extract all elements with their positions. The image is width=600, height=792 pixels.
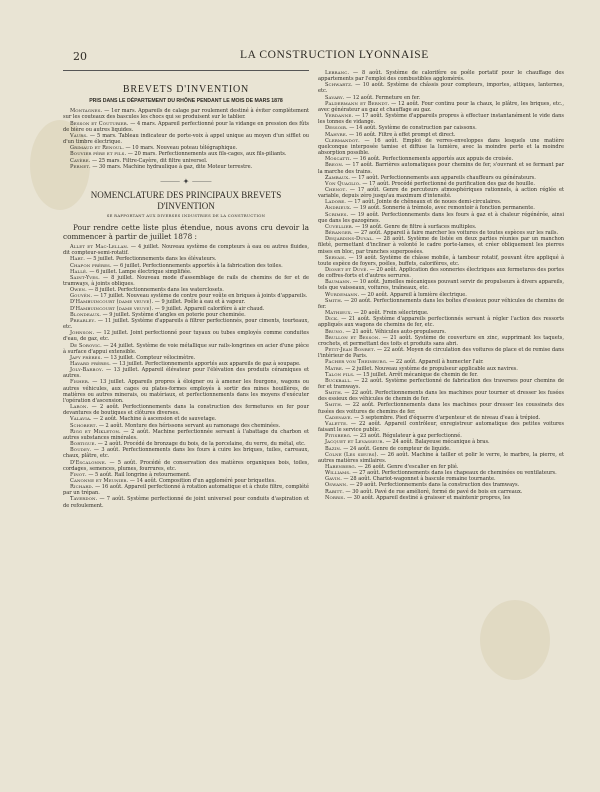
patent-description: — 17 août. Système d'appareils propres à effectuer instantanément le vide dans les tonnes de vidange. [318,113,564,126]
patent-entry [318,70,564,82]
patent-entry [318,187,564,199]
inventor-name: Béranger. [325,230,353,237]
patent-description: — 10 août. Système de châssis pour compteurs, importes, attiques, lanternes, etc. [318,82,564,95]
patent-description: — 8 août. Système de calorifère ou poêle portatif pour le chauffage des appartements par l'emploi des combustibles agglomérés. [318,70,564,83]
patent-description: — 4 mars. Appareil perfectionné pour la vidange en pression des fûts de bière ou autres liquides. [63,120,310,133]
patent-description: — 2 août. Machine à ascension et de sauvetage. [91,416,217,423]
patent-description: — 22 août. Appareil à humecter l'air. [387,359,484,366]
patent-description: — 17 août. Barrières automatiques pour chemins de fer, s'ouvrant et se fermant par la marche des trains. [318,162,564,175]
inventor-name: Joly-Barboy. [70,367,104,374]
inventor-name: Dionet et Duvé. [325,267,369,273]
inventor-name: Allet et Mac-Lellan. [70,244,129,251]
patent-description: — 23 août. Régulateur à gaz perfectionné. [351,433,462,440]
patent-description: — 8 juillet. Nouveau mode d'assemblage de rails de chemins de fer et de tramways, à joints obliques. [63,274,309,287]
patent-entry [318,378,564,390]
patent-description: — 2 août. Monture des hérissons servant au ramonage des cheminées. [97,422,281,429]
patent-entry [318,279,564,291]
patent-description: — 9 juillet. Poêle à eau et à vapeur. [153,299,246,306]
patent-description: — 19 août. Sonnerie à trémolo, avec remontoir à fonction permanente. [351,205,535,212]
patent-description: — 19 août. Perfectionnements dans les fours à gaz et à chaleur régénérée, ainsi que dans les gazogènes. [318,211,564,224]
brevets-list [63,108,309,170]
patent-description: — 16 août. Perfectionnements apportés aux appuis de croisée. [351,156,514,163]
patent-entry [63,367,309,379]
inventor-name: Montagnes. [70,108,103,115]
inventor-name: Chenot. [325,186,348,193]
patent-description: — 14 août. Système de construction par caissons. [347,125,477,132]
patent-description: — 22 août. Moyen de circulation des voitures de place et de remise dans l'intérieur de Paris. [318,347,564,360]
inventor-name: Valavia. [70,416,92,423]
inventor-name: Gavin. [325,476,342,483]
inventor-name: Williams. [325,470,351,477]
patent-entry [63,404,309,416]
patent-description: — 22 août. Système perfectionné de fabrication des traverses pour chemins de fer et tramways. [318,377,564,390]
patent-description: — 22 août. Perfectionnements dans les machines pour tourner et dresser les fusées des essieux des véhicules de chemin de fer. [318,390,564,403]
patent-entry [318,101,564,113]
patent-entry [318,335,564,347]
nomenclature-heading: NOMENCLATURE DES PRINCIPAUX BREVETS D'INVENTION [90,189,282,211]
patent-description: — 22 août. Perfectionnements dans les machines pour dresser les coussinets des fusées des voitures de chemins de fer. [318,402,564,415]
patent-description: — 19 août. Système de châsse mobile, à tambour rotatif, pouvant être appliqué à toute espèce de foyers, poêles, buffets, calorifères, etc. [318,254,564,267]
patent-description: — 12 août. Fermeture en fer. [344,94,421,101]
inventor-name: Havard frères. [70,361,111,367]
running-head: LA CONSTRUCTION LYONNAISE [240,49,429,61]
patent-description: — 17 juillet. Nouveau système de contre pour voûte en briques à joints d'appareils. [92,293,308,300]
patent-entry [318,255,564,267]
inventor-name: Buckball. [325,377,352,384]
inventor-name: Laron. [70,404,89,411]
inventor-name: Schobert. [70,422,98,429]
patent-description: — 30 mars. Machine hydraulique à gaz, dite Moteur terrestre. [90,163,253,170]
inventor-name: Smith. [325,297,343,304]
page-number: 20 [73,50,87,63]
patent-entry [318,390,564,402]
inventor-name: Dessoir. [325,125,348,132]
inventor-name: Bouvier père et fils. [70,151,127,158]
patent-description: — 20 août. Application des sonneries électriques aux fermetures des portes de coffres-forts et d'autres serrures. [318,267,564,280]
inventor-name: Smith. [325,402,343,409]
patent-entry [63,244,309,256]
patent-description: — 13 juillet. Perfectionnements apportés aux appareils de gaz à soupape. [110,361,301,367]
patent-description: — 3 août. Perfectionnements dans les fours à cuire les briques, tuiles, carreaux, chaux, plâtre, etc. [63,447,309,460]
inventor-name: D'Hambuincourt (dame veuve). [70,299,154,306]
inventor-name: Pitisberg. [325,433,352,440]
patent-entry [63,121,309,133]
patent-entry [63,460,309,472]
patent-description: — 30 août. Pavé de rue amélioré, formé de pavé de bois en carreaux. [343,488,523,495]
inventor-name: Schwartz. [325,82,353,89]
inventor-name: Blondeaux. [70,311,101,318]
inventor-name: Valette. [325,420,348,427]
patent-entry [63,447,309,459]
patent-description: — 13 juillet. Compteur vélocimètre. [102,354,196,361]
inventor-name: Lebranc. [325,70,350,76]
inventor-name: Bazin. [325,445,342,452]
patent-description: — 5 août. Rail longrine à retournement. [86,471,191,478]
patent-description: — 5 août. Procédé de conservation des matières organiques bois, toiles, cordages, semences, plumes, fourrures, etc. [63,459,309,472]
patent-description: — 8 juillet. Perfectionnements dans les waterclosets. [86,287,224,294]
patent-description: — 21 août. Système de couverture en zinc, supprimant les taquets, crochets, et permettant des toits et produits sans abri. [318,334,564,347]
right-column [318,70,564,501]
inventor-name: Johnson. [70,330,95,337]
patent-description: — 10 mars. Nouveau poteau télégraphique. [123,145,238,152]
inventor-name: Breon. [325,162,344,169]
patent-entry [318,82,564,94]
patent-description: — 24 juillet. Système de voie métallique sur rails-longrines en acier d'une pièce à surface d'appui extensible. [63,342,309,355]
patent-entry [63,108,309,120]
patent-entry [318,316,564,328]
patent-description: — 12 août. Four continu pour la chaux, le plâtre, les briques, etc., avec générateur au gaz et chauffage au gaz. [318,100,564,113]
patent-entry [63,164,309,170]
patent-description: — 16 août. Emploi de verres-enveloppes dans lesquels une matière quelconque interposée tamise et diffuse la lumière, avec la moindre perte et la moindre absorption possible. [318,137,564,157]
inventor-name: Pacher von Theinburg. [325,359,388,366]
patent-description: — 5 mars. Tableau indicateur de porte-voix à appel unique au moyen d'un sifflet ou d'un timbre électrique. [63,132,309,146]
patent-entry [318,421,564,433]
patent-description: — 9 juillet. Système d'angles en poterie pour cheminée. [100,311,246,318]
inventor-name: Savary. [325,94,345,101]
inventor-name: Vaurs. [70,132,88,139]
inventor-name: Finot. [70,471,87,478]
patent-description: — 5 juillet. Perfectionnements dans les élévateurs. [85,256,217,263]
patent-description: — 15 juillet. Arrêt mécanique de chemin de fer. [354,371,478,378]
brevets-subheading: PRIS DANS LE DÉPARTEMENT DU RHÔNE PENDANT LE MOIS DE MARS 1878 [89,98,283,105]
inventor-name: Rigg et Mikleton. [70,428,121,435]
patent-description: — 24 août. Genre de compteur de liquide. [341,445,451,452]
patent-entry [318,138,564,156]
inventor-name: Taverdon. [70,496,98,503]
inventor-name: Richard. [70,484,94,491]
patent-description: — 21 août. Véhicules auto-propulseurs. [344,328,447,335]
inventor-name: Colne (Les sieurs). [325,451,379,458]
patent-entry [318,267,564,279]
patent-description: — 12 juillet. Joint perfectionné pour tuyaux ou tubes employés comme conduites d'eau, de gaz, etc. [63,330,309,343]
inventor-name: Clermandot. [325,137,360,144]
patent-description: — 28 août. Chariot-wagonnet à bascule romaine tournante. [341,476,496,483]
inventor-name: Besson et Couturier. [70,120,129,127]
patent-entry [63,133,309,145]
patent-description: — 2 août. Machine perfectionnée servant à l'abattage du charbon et autres substances minérales. [63,428,309,441]
patent-entry [63,429,309,441]
inventor-name: Cuvellier. [325,223,354,230]
patent-description: — 26 août. Machine à tailler et polir le verre, le marbre, la pierre, et autres matières similaires. [318,451,564,464]
inventor-name: Jacquet et Levasseur. [325,439,385,446]
inventor-name: Moscatti. [325,156,352,163]
patent-entry [63,343,309,355]
inventor-name: Rabitt. [325,488,344,495]
patent-entry [318,212,564,224]
patent-description: — 21 août. Système d'appareils perfectionnés servant à régler l'action des ressorts appliqués aux wagons de chemins de fer, etc. [318,316,564,329]
patent-description: — 25 mars. Filtre-Cayère, dit filtre universel. [90,157,208,164]
nomenclature-subheading: SE RAPPORTANT AUX DIVERSES INDUSTRIES DE LA CONSTRUCTION [106,212,266,218]
inventor-name: Ladore. [325,199,346,206]
nomenclature-list-continued [318,70,564,501]
inventor-name: Pernet. [70,163,91,170]
inventor-name: Jafy frères. [70,354,103,361]
inventor-name: Desjardins-Duval. [325,236,374,243]
inventor-name: De Sorovic. [70,342,102,349]
patent-entry [63,496,309,508]
patent-description: — 17 août. Perfectionnements aux appareils chauffeurs ou générateurs. [349,174,536,181]
patent-description: — 27 août. Perfectionnements dans les chapeaux de cheminées ou ventilateurs. [350,470,557,477]
patent-description: — 4 juillet. Nouveau système de compteurs à eau ou autres fluides, dit compteur-semi-rotatif. [63,244,309,257]
patent-description: — 9 juillet. Appareil calorifère à air chaud. [153,305,265,312]
patent-description: — 27 août. Appareil à faire marcher les voitures de toutes espèces sur les rails. [352,230,559,237]
patent-entry [63,484,309,496]
inventor-name: Von Quaglio. [325,180,361,187]
nomenclature-list [63,244,309,509]
patent-description: — 6 juillet. Lampe électrique simplifiée. [87,268,192,275]
patent-entry [63,330,309,342]
patent-description: — 17 août. Procédé perfectionné de purification des gaz de houille. [360,180,535,187]
patent-description: — 20 août. Appareil à lumière électrique. [359,291,467,298]
patent-description: — 11 juillet. Système d'appareils à filtrer perfectionnés, pour ciments, tourteaux, etc. [63,317,309,331]
inventor-name: Petit-Jean Bonret. [325,347,376,354]
inventor-name: Cayère. [70,157,91,164]
patent-description: — 14 août. Composition d'un aggloméré pour briquettes. [128,477,276,484]
patent-description: — 2 août. Procédé de bronzage du bois, de la porcelaine, du verre, du métal, etc. [96,441,306,448]
top-rule [63,70,309,71]
patent-description: — 16 août. Filtre à effet prompt et direct. [347,131,456,138]
inventor-name: Andrieux. [325,205,352,212]
inventor-name: Cadenave. [325,414,353,421]
inventor-name: Scrimes. [325,211,349,218]
patent-description: — 13 juillet. Appareils propres à éloigner ou à amener les fourgons, wagons ou autres véhicules, aux cages ou plates-formes employés à sortir des mines houillères, de matières ou autres minerais, ou matériaux, et perfectionnements dans les moyens d'exécuter l'opération d'ascension. [63,379,309,404]
inventor-name: Gouyèn. [70,293,93,300]
inventor-name: Mathieux. [325,310,353,317]
patent-entry [318,298,564,310]
inventor-name: Boudey. [70,447,92,454]
patent-entry [318,113,564,125]
inventor-name: Dick. [325,316,339,323]
inventor-name: Hallé. [70,268,88,275]
inventor-name: Smith. [325,390,343,397]
inventor-name: Owen. [70,287,87,294]
patent-entry [63,318,309,330]
patent-description: — 20 août. Perfectionnements dans les boîtes d'essieux pour véhicules de chemins de fer. [318,297,564,310]
patent-description: — 3 septembre. Pied d'équerre d'arpenteur et de niveau d'eau à trépied. [352,414,541,421]
patent-description: — 28 août. Système de listée en deux parties réunies par un manchon fileté, permettant d'incliner à volonté le cadre porte-lames, et créer obliquement les pierres mises en bloc, par tranches superposées. [318,236,564,255]
patent-entry [318,402,564,414]
patent-entry [63,379,309,404]
patent-description: — 2 août. Perfectionnements dans la construction des fermetures en fer pour devantures de boutiques et clôtures diverses. [63,404,309,417]
patent-description: — 30 août. Appareil destiné à graisser et maintenir propres, les [345,494,511,501]
patent-entry [318,347,564,359]
inventor-name: Bruno. [325,328,345,335]
inventor-name: Brullon et Besson. [325,334,381,341]
inventor-name: Habenberg. [325,464,357,470]
inventor-name: Paldermann et Berndt. [325,100,390,107]
patent-description: — 16 août. Appareil perfectionné à rotation automatique et à chute filtre, complété par un trépan. [63,484,309,497]
inventor-name: Zambaux. [325,174,350,181]
inventor-name: Bortigue. [70,441,97,448]
left-column [63,70,309,509]
inventor-name: Servais. [325,254,347,261]
inventor-name: Mahyre. [325,131,348,138]
inventor-name: Hart. [70,256,86,263]
patent-description: — 17 août. Jointe de chêneaux et de noues demi-circulaires. [345,199,502,206]
inventor-name: Canonne et Meunier. [70,477,129,484]
inventor-name: Prearley. [70,317,96,324]
inventor-name: Talon fils. [325,371,355,378]
patent-entry [318,452,564,464]
patent-description: — 24 août. Balayeuse mécanique à bras. [384,439,490,446]
paper-stain [480,600,550,680]
inventor-name: Oswann. [325,482,348,489]
patent-entry [318,495,564,501]
inventor-name: Saint-Yves. [70,274,100,281]
patent-entry [63,275,309,287]
patent-description: — 2 juillet. Nouveau système de propulseur applicable aux navires. [343,365,518,372]
inventor-name: Baumann. [325,279,352,286]
patent-description: — 6 juillet. Perfectionnements apportés à la fabrication des toiles. [111,262,283,269]
inventor-name: Matre. [325,365,344,372]
patent-description: — 22 août. Appareil contrôleur, enregistreur automatique des petites voitures faisant le service public. [318,420,564,434]
patent-description: — 1er mars. Appareils de calage par roulement destiné à éviter complètement sur les couteaux des bascules les chocs qui se produisent sur le tablier. [63,108,309,121]
patent-description: — 26 août. Genre d'escalier en fer plié. [356,464,459,470]
patent-description: — 20 mars. Perfectionnements aux fils-cages, aux fils-piliants. [126,151,287,158]
patent-description: — 19 août. Genre de filtre à surfaces multiples. [353,223,477,230]
brevets-heading: BREVETS D'INVENTION [122,84,250,95]
nomenclature-intro: Pour rendre cette liste plus étendue, nous avons cru devoir la commencer à partir de juillet 1878 : [63,223,309,241]
patent-description: — 10 août. Jumelles mécaniques pouvant servir de propulseurs à divers appareils, tels que vaisseaux, voitures, traîneaux, etc. [318,279,564,292]
patent-description: — 20 août. Frein sélectrique. [352,310,429,317]
inventor-name: D'Escalonne. [70,459,107,466]
patent-description: — 7 août. Système perfectionné de joint universel pour conduits d'aspiration et de refoulement. [63,496,309,509]
inventor-name: Norris. [325,494,346,501]
patent-description: — 13 juillet. Appareil élévateur pour l'élévation des produits céramiques et autres. [63,367,309,380]
inventor-name: Fisher. [70,379,90,386]
section-ornament: ⸻ ✦ ⸻ [160,176,212,186]
patent-entry [318,236,564,254]
inventor-name: Verdanne. [325,113,354,120]
inventor-name: D'Hambuincourt (dame veuve). [70,305,154,312]
inventor-name: Grimaud et Renoul. [70,145,124,152]
inventor-name: Wurdemann. [325,291,360,298]
patent-description: — 17 août. Genre de percuteurs atmosphériques rationnels, à action réglée et variable, depuis zéro jusqu'au maximum d'intensité. [318,186,564,200]
patent-entry [318,162,564,174]
patent-description: — 29 août. Perfectionnements dans la construction des tramways. [347,482,520,489]
inventor-name: Chapon frères. [70,262,112,269]
